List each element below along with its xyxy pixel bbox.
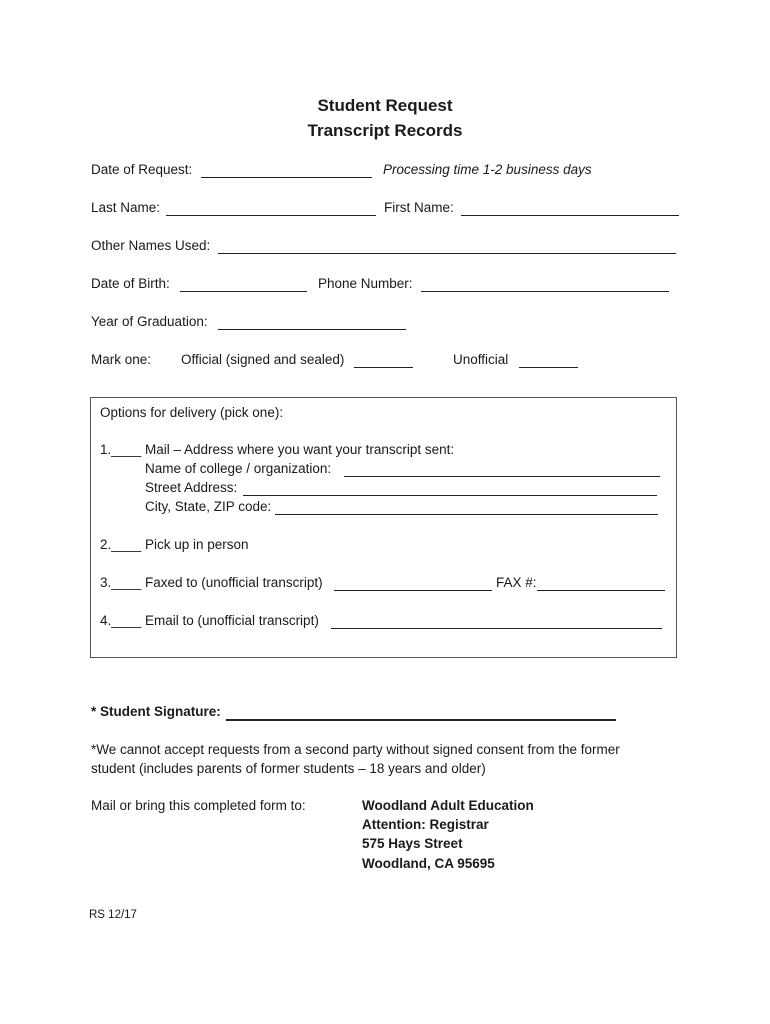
delivery-heading: Options for delivery (pick one): bbox=[100, 405, 284, 420]
mailing-address-line3: 575 Hays Street bbox=[362, 836, 463, 851]
mark-one-label: Mark one: bbox=[91, 352, 152, 367]
unofficial-option-label: Unofficial bbox=[453, 352, 509, 367]
revision-code: RS 12/17 bbox=[89, 909, 137, 921]
unofficial-option-field[interactable] bbox=[519, 367, 578, 368]
mailing-address-line2: Attention: Registrar bbox=[362, 817, 489, 832]
phone-number-field[interactable] bbox=[421, 291, 669, 292]
date-of-birth-label: Date of Birth: bbox=[91, 276, 170, 291]
last-name-field[interactable] bbox=[166, 215, 376, 216]
official-option-label: Official (signed and sealed) bbox=[181, 352, 345, 367]
option-2-mark[interactable]: 2.____ bbox=[100, 537, 142, 552]
fax-recipient-field[interactable] bbox=[334, 590, 492, 591]
mailing-address-line4: Woodland, CA 95695 bbox=[362, 856, 495, 871]
phone-number-label: Phone Number: bbox=[318, 276, 413, 291]
consent-note-line1: *We cannot accept requests from a second party without signed consent from the former bbox=[91, 742, 620, 757]
mailing-address-line1: Woodland Adult Education bbox=[362, 798, 534, 813]
other-names-field[interactable] bbox=[218, 253, 676, 254]
fax-label: FAX #: bbox=[496, 575, 537, 590]
street-field[interactable] bbox=[243, 495, 657, 496]
processing-note: Processing time 1-2 business days bbox=[383, 162, 592, 177]
last-name-label: Last Name: bbox=[91, 200, 161, 215]
city-label: City, State, ZIP code: bbox=[145, 499, 272, 514]
form-subtitle: Transcript Records bbox=[307, 121, 463, 140]
form-title: Student Request bbox=[317, 96, 453, 115]
mailing-label: Mail or bring this completed form to: bbox=[91, 798, 306, 813]
option-4-mark[interactable]: 4.____ bbox=[100, 613, 142, 628]
year-of-graduation-field[interactable] bbox=[218, 329, 406, 330]
option-4-label: Email to (unofficial transcript) bbox=[145, 613, 319, 628]
year-of-graduation-label: Year of Graduation: bbox=[91, 314, 208, 329]
option-1-mark[interactable]: 1.____ bbox=[100, 442, 142, 457]
official-option-field[interactable] bbox=[354, 367, 413, 368]
city-field[interactable] bbox=[275, 514, 658, 515]
other-names-label: Other Names Used: bbox=[91, 238, 211, 253]
option-2-label: Pick up in person bbox=[145, 537, 249, 552]
option-1-label: Mail – Address where you want your transcript sent: bbox=[145, 442, 455, 457]
option-3-label: Faxed to (unofficial transcript) bbox=[145, 575, 323, 590]
first-name-label: First Name: bbox=[384, 200, 454, 215]
signature-label: * Student Signature: bbox=[91, 704, 221, 719]
college-label: Name of college / organization: bbox=[145, 461, 332, 476]
option-3-mark[interactable]: 3.____ bbox=[100, 575, 142, 590]
date-of-birth-field[interactable] bbox=[180, 291, 307, 292]
date-of-request-field[interactable] bbox=[201, 177, 372, 178]
consent-note-line2: student (includes parents of former students – 18 years and older) bbox=[91, 761, 486, 776]
college-field[interactable] bbox=[344, 476, 660, 477]
street-label: Street Address: bbox=[145, 480, 238, 495]
fax-number-field[interactable] bbox=[537, 590, 665, 591]
email-field[interactable] bbox=[331, 628, 662, 629]
signature-field[interactable] bbox=[226, 719, 616, 721]
date-of-request-label: Date of Request: bbox=[91, 162, 193, 177]
first-name-field[interactable] bbox=[461, 215, 679, 216]
